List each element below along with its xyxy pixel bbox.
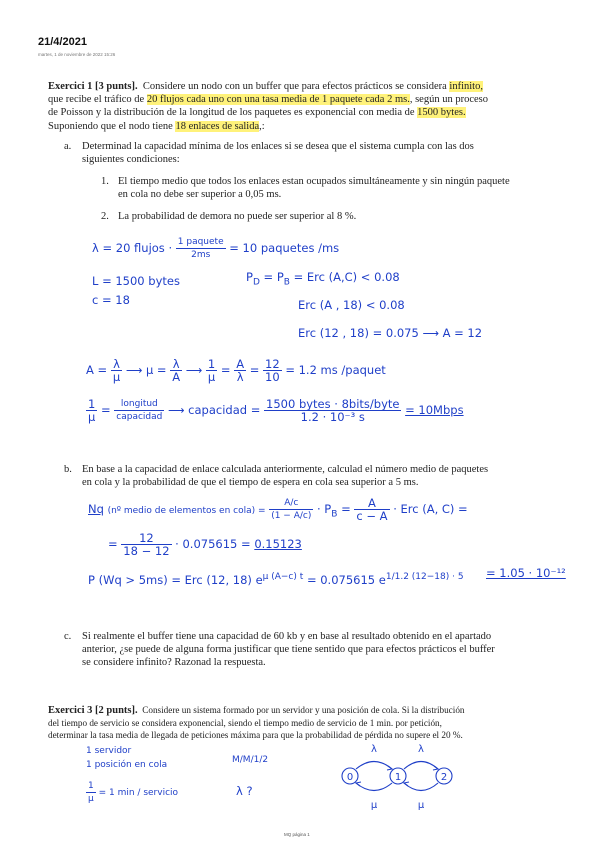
part-b-line2: en cola y la probabilidad de que el tiempo de espera en cola sea superior a 5 ms. bbox=[82, 477, 419, 489]
ex3-line1: Considere un sistema formado por un servidor y una posición de cola. Si la distribución bbox=[142, 705, 465, 715]
hw-frac-paquete-den: 2ms bbox=[191, 250, 211, 260]
hw-ex3-frac-mu: μ bbox=[88, 794, 94, 804]
hw-prob-exp: μ (A−c) t bbox=[262, 572, 304, 582]
hw-prob-exp2: 1/1.2 (12−18) · 5 bbox=[385, 572, 464, 582]
part-c-label: c. bbox=[64, 631, 72, 642]
hw-frac-cA: c − A bbox=[356, 509, 388, 523]
hw-frac-ac-num: A/c bbox=[269, 497, 313, 510]
page-date: 21/4/2021 bbox=[38, 36, 87, 48]
lambda-label-0-1: λ bbox=[371, 744, 377, 755]
hw-servers: c = 18 bbox=[92, 293, 130, 307]
hw-frac-1: 1 bbox=[207, 357, 216, 371]
arc-1-0 bbox=[356, 783, 392, 791]
ex3-title: Exercici 3 [2 punts]. bbox=[48, 705, 138, 716]
hw-ex3-queue: 1 posición en cola bbox=[86, 760, 168, 770]
hw-lambda-result: = 10 paquetes /ms bbox=[229, 241, 340, 255]
hw-arrow-mu: ⟶ μ = bbox=[125, 363, 167, 377]
hw-pb: · P bbox=[317, 502, 332, 516]
hw-frac-mu2: μ bbox=[207, 370, 216, 384]
hw-ex3-lambda-q: λ ? bbox=[236, 784, 253, 798]
hw-nq-label: Nq bbox=[88, 502, 104, 516]
mu-label-1-0: μ bbox=[370, 800, 378, 811]
state-2-label: 2 bbox=[440, 772, 448, 783]
hw-lambda-lhs: λ = 20 flujos · bbox=[92, 241, 173, 255]
hw-pd-sub: D bbox=[252, 277, 260, 288]
cond1-line1: El tiempo medio que todos los enlaces estan ocupados simultáneamente y sin ningún paquete bbox=[118, 176, 510, 187]
hw-cap-den: 1.2 · 10⁻³ s bbox=[300, 410, 365, 424]
hw-frac-capacidad: capacidad bbox=[116, 412, 163, 422]
ex1-title: Exercici 1 [3 punts]. bbox=[48, 81, 138, 92]
ex3-line2: del tiempo de servicio se considera exponencial, siendo el tiempo medio de servicio de 1 min. por petición, bbox=[48, 718, 442, 728]
hw-ex3-servers: 1 servidor bbox=[86, 746, 132, 756]
hw-eq2: = bbox=[249, 363, 260, 377]
hw-frac-A-b: A bbox=[354, 497, 389, 510]
hw-frac-1b: 1 bbox=[88, 397, 96, 411]
cond1-line2: en cola no debe ser superior a 0,05 ms. bbox=[118, 189, 282, 201]
hw-frac-ac-den: (1 − A/c) bbox=[271, 511, 312, 521]
hw-arrow2: ⟶ bbox=[185, 363, 203, 377]
hw-pd-eq: = P bbox=[263, 270, 284, 284]
hw-frac-lambda: λ bbox=[111, 358, 122, 371]
hw-ex3-frac-1: 1 bbox=[88, 781, 94, 791]
part-a-label: a. bbox=[64, 141, 72, 152]
hw-frac-lambda3: λ bbox=[236, 370, 244, 384]
hw-ex3-mu-eq: = 1 min / servicio bbox=[98, 788, 179, 798]
ex1-line2: que recibe el tráfico de bbox=[48, 94, 147, 106]
state-0-label: 0 bbox=[346, 772, 354, 783]
hw-eq-b: = bbox=[341, 502, 351, 516]
arc-0-1 bbox=[356, 762, 392, 770]
ex1-highlight-bytes: 1500 bytes. bbox=[417, 107, 466, 119]
hw-erc-line3: Erc (12 , 18) = 0.075 ⟶ A = 12 bbox=[298, 326, 483, 340]
hw-nq-result: 0.15123 bbox=[254, 537, 302, 551]
hw-frac-lambda2: λ bbox=[170, 358, 182, 371]
hw-pb-sub-b: B bbox=[331, 509, 338, 520]
hw-length: L = 1500 bytes bbox=[92, 274, 180, 288]
part-c-line1: Si realmente el buffer tiene una capacidad de 60 kb y en base al resultado obtenido en el apartado bbox=[82, 631, 492, 642]
hw-ex3-model: M/M/1/2 bbox=[232, 755, 269, 765]
hw-eq3: = bbox=[100, 403, 111, 417]
hw-capacity-result: = 10Mbps bbox=[405, 403, 464, 417]
hw-frac-A: A bbox=[172, 370, 181, 384]
part-a-line1: Determinad la capacidad mínima de los enlaces si se desea que el sistema cumpla con las dos bbox=[82, 141, 474, 152]
hw-nq-mid: · 0.075615 = bbox=[175, 537, 251, 551]
part-c-line3: se considere infinito? Razonad la respuesta. bbox=[82, 657, 266, 669]
arc-2-1 bbox=[404, 783, 438, 791]
ex1-highlight-infinito: infinito, bbox=[449, 81, 483, 92]
ex1-line1: Considere un nodo con un buffer que para efectos prácticos se considera bbox=[142, 81, 450, 92]
part-b-line1: En base a la capacidad de enlace calculada anteriormente, calculad el número medio de paquetes bbox=[82, 464, 489, 475]
hw-frac-A2: A bbox=[236, 357, 245, 371]
ex1-highlight-flujos: 20 flujos cada uno con una tasa media de 1 paquete cada 2 ms. bbox=[146, 94, 410, 106]
hw-frac-longitud: longitud bbox=[114, 398, 164, 411]
ex1-highlight-enlaces: 18 enlaces de salida bbox=[175, 120, 260, 132]
hw-frac-mu: μ bbox=[112, 370, 121, 384]
arrow-head-2-1 bbox=[404, 782, 409, 786]
ex1-line4b: ,: bbox=[259, 120, 265, 132]
hw-erc-line2: Erc (A , 18) < 0.08 bbox=[298, 298, 405, 312]
state-1-label: 1 bbox=[394, 772, 402, 783]
page-timestamp: martes, 1 de noviembre de 2022 15:26 bbox=[38, 52, 116, 57]
hw-pb-sub: B bbox=[283, 277, 290, 288]
hw-frac-paquete-num: 1 paquete bbox=[177, 237, 224, 247]
ex3-line3: determinar la tasa media de llegada de peticiones máxima para que la probabilidad de pérdida no supere el 20 %. bbox=[48, 730, 463, 740]
lambda-label-1-2: λ bbox=[418, 744, 424, 755]
hw-A-eq: A = bbox=[86, 363, 108, 377]
hw-eq1: = bbox=[220, 363, 231, 377]
hw-cap-num: 1500 bytes · 8bits/byte bbox=[266, 397, 400, 411]
hw-frac-mu3: μ bbox=[88, 410, 96, 424]
cond2-text: La probabilidad de demora no puede ser superior al 8 %. bbox=[118, 211, 357, 222]
hw-prob-mid: = 0.075615 e bbox=[306, 572, 386, 587]
hw-nq-desc: (nº medio de elementos en cola) = bbox=[107, 506, 266, 516]
cond1-number: 1. bbox=[101, 176, 109, 187]
hw-pd: P bbox=[246, 270, 253, 284]
mu-label-2-1: μ bbox=[417, 800, 425, 811]
arrow-head-1-2 bbox=[433, 766, 438, 770]
arrow-head-0-1 bbox=[387, 766, 392, 770]
part-a-line2: siguientes condiciones: bbox=[82, 154, 180, 166]
hw-pd-rest: = Erc (A,C) < 0.08 bbox=[293, 270, 400, 284]
hw-frac-12-b: 12 bbox=[121, 532, 171, 545]
arc-1-2 bbox=[404, 762, 438, 770]
hw-mu-result: = 1.2 ms /paquet bbox=[285, 363, 386, 377]
hw-erc-b: · Erc (A, C) = bbox=[393, 502, 468, 516]
hw-capacity-label: ⟶ capacidad = bbox=[168, 403, 261, 417]
part-c-line2: anterior, ¿se puede de alguna forma justificar que tiene sentido que para efectos prácticos el buffer bbox=[82, 644, 495, 656]
hw-frac-10: 10 bbox=[265, 370, 280, 384]
arrow-head-1-0 bbox=[356, 782, 361, 786]
hw-eq-b2: = bbox=[108, 537, 118, 551]
hw-frac-18-12: 18 − 12 bbox=[123, 544, 170, 558]
ex1-line4: Suponiendo que el nodo tiene bbox=[48, 120, 176, 132]
page-footer: MQ página 1 bbox=[284, 832, 310, 837]
hw-prob-result: = 1.05 · 10⁻¹² bbox=[486, 566, 566, 580]
ex1-line2b: , según un proceso bbox=[409, 94, 488, 106]
cond2-number: 2. bbox=[101, 211, 109, 222]
hw-prob-label: P (Wq > 5ms) = Erc (12, 18) e bbox=[88, 572, 263, 587]
hw-frac-12: 12 bbox=[265, 357, 280, 371]
part-b-label: b. bbox=[64, 464, 72, 475]
ex1-line3: de Poisson y la distribución de la longitud de los paquetes es exponencial con media de bbox=[48, 107, 418, 119]
